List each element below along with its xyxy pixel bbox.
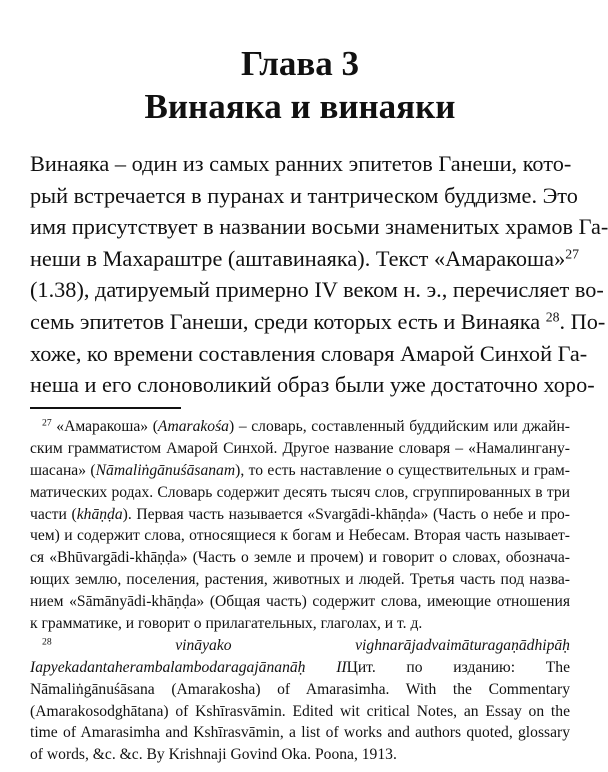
- text-segment: ся «Bhūvargādi-khāṇḍa» (Часть о земле и прочем) и говорит о словах, обознача-: [30, 549, 570, 567]
- text-segment: Цит. по изданию: The: [346, 658, 570, 676]
- footnote-ref: 28: [545, 309, 560, 325]
- footnote-line: [30, 482, 570, 504]
- footnote-ref: 28: [42, 636, 52, 648]
- text-segment: ), то есть наставление о существительных и грам-: [235, 461, 570, 479]
- text-segment: [305, 659, 336, 676]
- footnotes: [30, 416, 570, 766]
- text-segment: ющих землю, поселения, растения, животных и людей. Третья часть под назва-: [30, 571, 570, 589]
- text-line: [30, 369, 595, 401]
- text-line: [30, 180, 578, 212]
- footnote-ref: 27: [42, 417, 52, 429]
- italic-term: II: [336, 658, 347, 676]
- italic-term: khāṇḍa: [76, 505, 123, 523]
- text-segment: . По-: [559, 308, 606, 334]
- footnote-line: [30, 657, 570, 679]
- text-segment: шасана» (: [30, 461, 96, 479]
- text-segment: матических родах. Словарь содержит десять тысяч слов, сгруппированных в три: [30, 483, 570, 501]
- text-segment: (Amarakosodghātana) of Kshīrasvāmin. Edited wit critical Notes, an Essay on the: [30, 702, 570, 720]
- text-line: [30, 306, 606, 338]
- text-line: [30, 243, 580, 275]
- text-segment: семь эпитетов Ганеши, среди которых есть и Винаяка: [30, 308, 546, 334]
- text-segment: ским грамматистом Амарой Синхой. Другое название словаря – «Намалингану-: [30, 439, 570, 457]
- footnote-line: [30, 416, 570, 438]
- text-segment: [52, 637, 176, 654]
- text-segment: части (: [30, 505, 77, 523]
- text-line: [30, 274, 604, 306]
- text-segment: (1.38), датируемый примерно IV веком н. э., перечисляет во-: [30, 277, 604, 303]
- text-segment: чем) и содержит слова, относящиеся к богам и Небесам. Вторая часть называет-: [30, 527, 570, 545]
- text-segment: Nāmaliṅgānuśāsana (Amarakosha) of Amarasimha. With the Commentary: [30, 680, 570, 698]
- text-segment: неша и его слоноволикий образ были уже достаточно хоро-: [30, 372, 595, 398]
- footnote-line: [30, 460, 570, 482]
- text-segment: к грамматике, и говорит о прилагательных, глаголах, и т. д.: [30, 615, 423, 633]
- text-segment: Винаяка – один из самых ранних эпитетов Ганеши, кото-: [30, 151, 572, 176]
- footnote-line: [30, 679, 570, 701]
- text-line: [30, 338, 588, 370]
- chapter-number: Глава 3: [240, 44, 360, 83]
- text-segment: [232, 637, 356, 654]
- footnote-line: [30, 701, 570, 723]
- footnote-line: [30, 525, 570, 547]
- text-segment: ). Первая часть называется «Svargādi-khāṇḍa» (Часть о небе и про-: [122, 505, 571, 523]
- footnote-line: [30, 438, 570, 460]
- main-paragraph: [30, 148, 608, 401]
- text-segment: of words, &c. &c. By Krishnaji Govind Oka. Poona, 1913.: [30, 746, 397, 764]
- italic-term: Amarakośa: [157, 418, 229, 435]
- text-segment: хоже, ко времени составления словаря Амарой Синхой Га-: [30, 340, 588, 366]
- text-segment: time of Amarasimha and Kshīrasvāmin, a list of works and authors quoted, glossary: [30, 724, 570, 742]
- text-segment: ) – словарь, составленный буддийским или джайн-: [228, 418, 570, 435]
- text-segment: нием «Sāmānyādi-khāṇḍa» (Общая часть) содержит слова, имеющие отношения: [30, 593, 570, 611]
- italic-term: vighnarājadvaimāturagaṇādhipāḥ: [355, 636, 570, 654]
- text-segment: неши в Махараштре (аштавинаяка). Текст «Амаракоша»: [30, 245, 566, 271]
- text-segment: имя присутствует в названии восьми знаменитых храмов Га-: [30, 214, 608, 240]
- footnote-line: [30, 591, 570, 613]
- text-segment: «Амаракоша» (: [51, 418, 158, 435]
- footnote-line: [30, 504, 570, 526]
- footnote-line: [30, 744, 570, 766]
- footnote-line: [30, 722, 570, 744]
- italic-term: vināyako: [175, 636, 232, 654]
- footnote-line: [30, 569, 570, 591]
- text-line: [30, 148, 570, 180]
- italic-term: Nāmaliṅgānuśāsanam: [95, 461, 236, 479]
- italic-term: Iapyekadantaherambalambodaragajānanāḥ: [30, 658, 306, 676]
- footnote-divider: [30, 407, 181, 409]
- text-line: [30, 211, 608, 243]
- footnote-line: [30, 547, 570, 569]
- text-segment: рый встречается в пуранах и тантрическом буддизме. Это: [30, 182, 578, 208]
- footnote-line: [30, 613, 570, 635]
- footnote-line: [30, 635, 570, 657]
- footnote-ref: 27: [565, 246, 580, 262]
- chapter-title: Винаяка и винаяки: [144, 87, 456, 126]
